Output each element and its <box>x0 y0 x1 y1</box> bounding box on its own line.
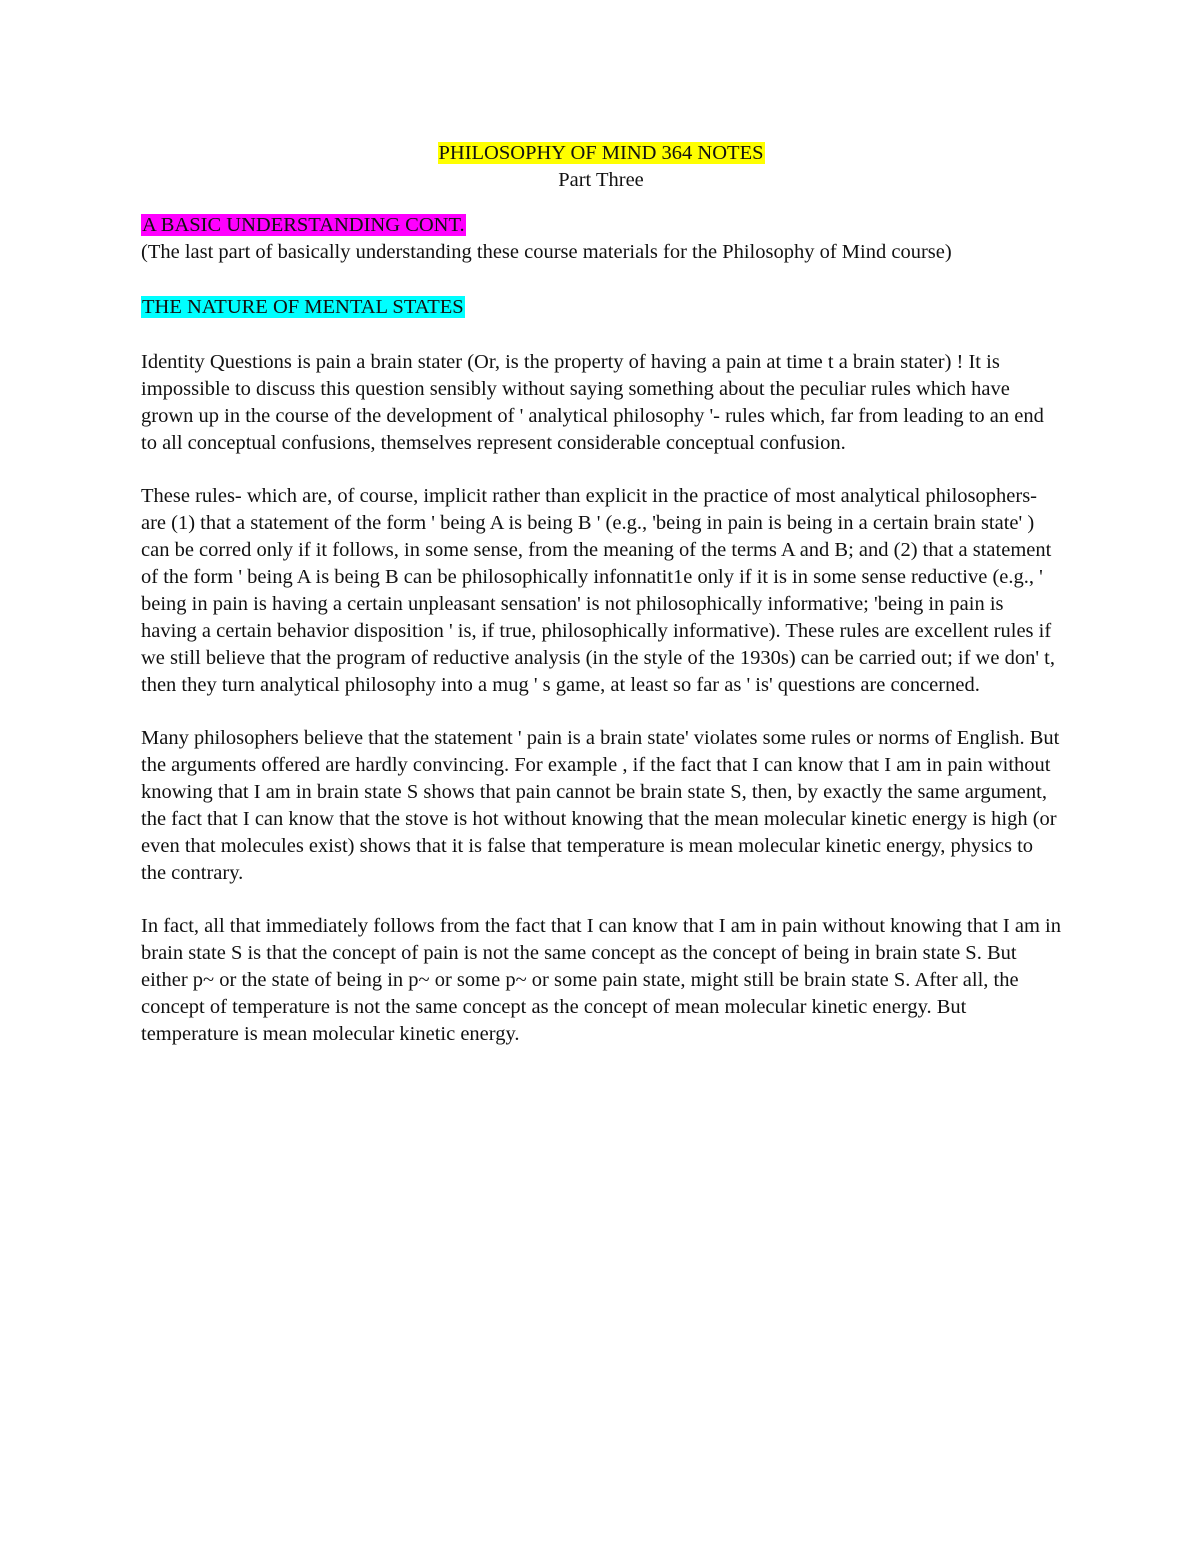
title-block <box>141 140 1061 194</box>
body-paragraph-2: These rules- which are, of course, implicit rather than explicit in the practice of most analytical philosophers- are (1) that a statement of the form ' being A is being B ' (e.g., 'being in pain is being in a certain brain state' ) can be corred only if it follows, in some sense, from the meaning of the terms A and B; and (2) that a statement of the form ' being A is being B can be philosophically infonnatit1e only if it is in some sense reductive (e.g., ' being in pain is having a certain unpleasant sensation' is not philosophically informative; 'being in pain is having a certain behavior disposition ' is, if true, philosophically informative). These rules are excellent rules if we still believe that the program of reductive analysis (in the style of the 1930s) can be carried out; if we don' t, then they turn analytical philosophy into a mug ' s game, at least so far as ' is' questions are concerned. <box>141 485 1055 696</box>
document-subtitle: Part Three <box>558 169 644 191</box>
document-page <box>141 140 1061 1048</box>
body-paragraph-1: Identity Questions is pain a brain stater (Or, is the property of having a pain at time t a brain stater) ! It is impossible to discuss this question sensibly without saying something about the peculiar rules which have grown up in the course of the development of ' analytical philosophy '- rules which, far from leading to an end to all conceptual confusions, themselves represent considerable conceptual confusion. <box>141 351 1044 454</box>
section-basic-understanding <box>141 212 1061 239</box>
body-paragraph-4: In fact, all that immediately follows from the fact that I can know that I am in pain without knowing that I am in brain state S is that the concept of pain is not the same concept as the concept of being in brain state S. But either p~ or the state of being in p~ or some p~ or some pain state, might still be brain state S. After all, the concept of temperature is not the same concept as the concept of mean molecular kinetic energy. But temperature is mean molecular kinetic energy. <box>141 915 1061 1045</box>
section-nature-of-mental-states <box>141 294 1061 321</box>
section-heading-basic-understanding: A BASIC UNDERSTANDING CONT. <box>142 214 465 236</box>
body-paragraph-3: Many philosophers believe that the statement ' pain is a brain state' violates some rules or norms of English. But the arguments offered are hardly convincing. For example , if the fact that I can know that I am in pain without knowing that I am in brain state S shows that pain cannot be brain state S, then, by exactly the same argument, the fact that I can know that the stove is hot without knowing that the mean molecular kinetic energy is high (or even that molecules exist) shows that it is false that temperature is mean molecular kinetic energy, physics to the contrary. <box>141 727 1060 884</box>
section-intro-paragraph: (The last part of basically understanding these course materials for the Philosophy of Mind course) <box>141 241 952 263</box>
document-title: PHILOSOPHY OF MIND 364 NOTES <box>438 142 764 164</box>
section-heading-nature-of-mental-states: THE NATURE OF MENTAL STATES <box>142 296 464 318</box>
